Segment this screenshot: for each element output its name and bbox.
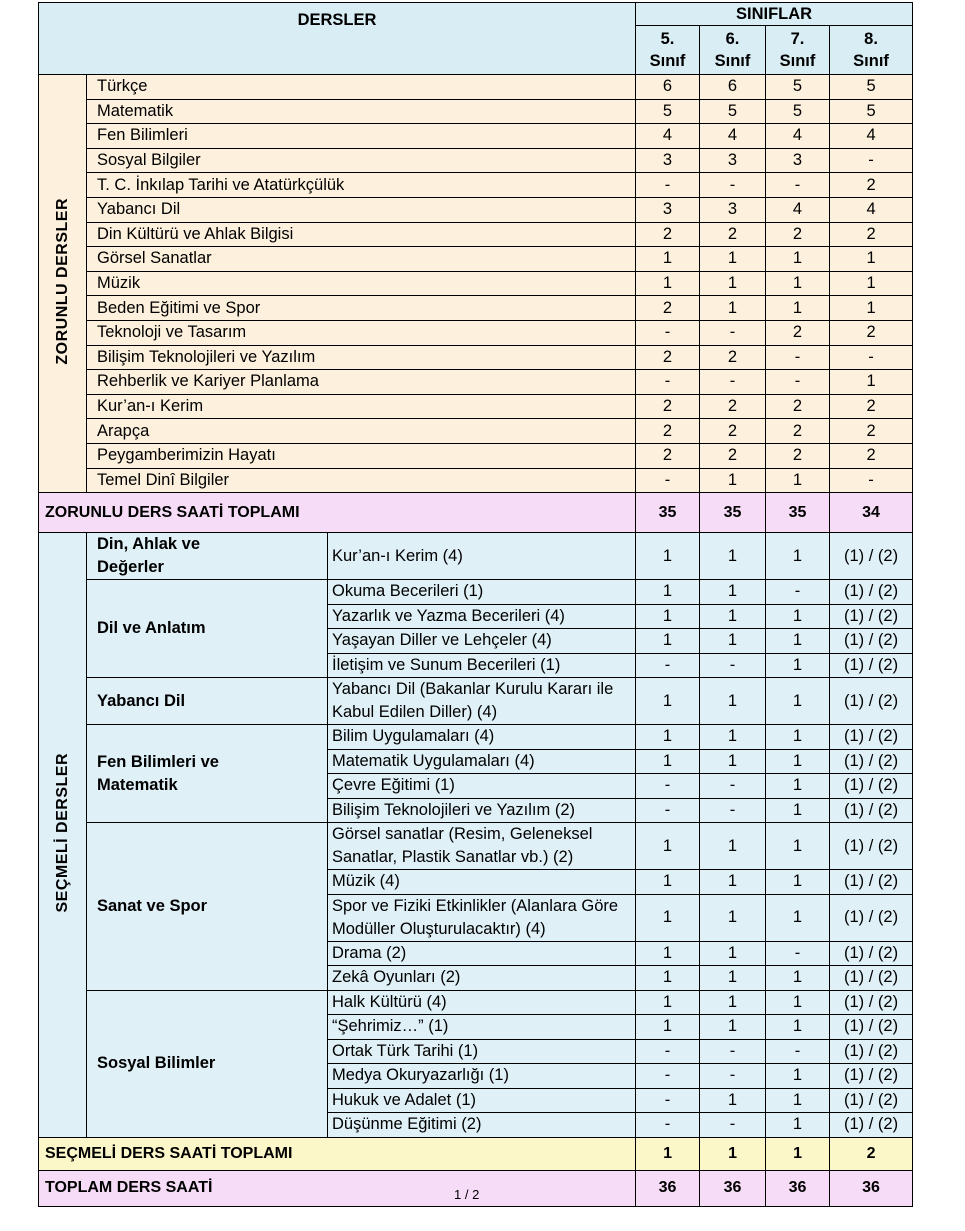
course-group-name: Din, Ahlak ve Değerler [87,533,328,580]
table-row [39,320,913,345]
hours-cell: - [636,1064,700,1089]
course-name: Fen Bilimleri [87,124,636,149]
course-group-name: Fen Bilimleri ve Matematik [87,725,328,823]
table-row [39,370,913,395]
grand-total-label: TOPLAM DERS SAATİ [39,1170,636,1206]
hours-cell: 2 [766,320,830,345]
elective-course-name: İletişim ve Sunum Becerileri (1) [328,653,636,678]
hours-cell: 5 [830,75,913,100]
hours-cell: (1) / (2) [830,678,913,725]
hours-cell: 1 [700,468,766,493]
hours-cell: - [766,941,830,966]
hours-cell: 6 [700,75,766,100]
hours-cell: - [700,798,766,823]
course-name: Arapça [87,419,636,444]
total-cell: 35 [700,493,766,533]
hours-cell: 1 [700,296,766,321]
elective-course-name: “Şehrimiz…” (1) [328,1015,636,1040]
hours-cell: (1) / (2) [830,1015,913,1040]
hours-cell: 1 [766,823,830,870]
table-row [39,222,913,247]
hours-cell: 3 [636,148,700,173]
hours-cell: - [700,370,766,395]
curriculum-table [38,2,913,1207]
hours-cell: 1 [766,296,830,321]
hours-cell: 4 [766,124,830,149]
course-name: Sosyal Bilgiler [87,148,636,173]
hours-cell: - [700,774,766,799]
course-name: Peygamberimizin Hayatı [87,443,636,468]
zorunlu-total-row [39,493,913,533]
hours-cell: 1 [766,533,830,580]
hours-cell: 5 [700,99,766,124]
hours-cell: 1 [636,725,700,750]
elective-course-name: Matematik Uygulamaları (4) [328,749,636,774]
hours-cell: 4 [636,124,700,149]
hours-cell: (1) / (2) [830,725,913,750]
hours-cell: (1) / (2) [830,1064,913,1089]
hours-cell: 1 [700,678,766,725]
hours-cell: - [636,1113,700,1138]
elective-course-name: Düşünme Eğitimi (2) [328,1113,636,1138]
hours-cell: (1) / (2) [830,798,913,823]
hours-cell: 1 [830,296,913,321]
hours-cell: 1 [700,1088,766,1113]
total-cell: 36 [766,1170,830,1206]
hours-cell: 2 [636,345,700,370]
hours-cell: 1 [636,580,700,605]
hours-cell: 1 [700,990,766,1015]
hours-cell: - [636,468,700,493]
course-group-name: Sosyal Bilimler [87,990,328,1137]
hours-cell: 2 [636,443,700,468]
total-cell: 2 [830,1137,913,1170]
hours-cell: (1) / (2) [830,604,913,629]
hours-cell: 1 [766,1064,830,1089]
hours-cell: 1 [766,247,830,272]
hours-cell: 1 [766,678,830,725]
elective-course-name: Müzik (4) [328,870,636,895]
hours-cell: 2 [700,222,766,247]
hours-cell: 1 [766,774,830,799]
hours-cell: - [766,1039,830,1064]
table-row [39,725,913,750]
course-group-name: Dil ve Anlatım [87,580,328,678]
course-name: Görsel Sanatlar [87,247,636,272]
zorunlu-dersler-label [39,75,87,493]
siniflar-header: SINIFLAR [636,3,913,26]
hours-cell: 2 [700,394,766,419]
table-row [39,394,913,419]
hours-cell: 1 [700,271,766,296]
table-row [39,247,913,272]
elective-course-name: Okuma Becerileri (1) [328,580,636,605]
grade-8-header: 8. Sınıf [830,26,913,75]
hours-cell: - [636,798,700,823]
hours-cell: 2 [830,222,913,247]
hours-cell: 1 [636,678,700,725]
page-number: 1 / 2 [454,1187,480,1202]
hours-cell: 1 [700,966,766,991]
hours-cell: (1) / (2) [830,990,913,1015]
elective-course-name: Drama (2) [328,941,636,966]
hours-cell: 2 [766,394,830,419]
hours-cell: - [830,148,913,173]
hours-cell: (1) / (2) [830,894,913,941]
elective-course-name: Bilim Uygulamaları (4) [328,725,636,750]
total-cell: 36 [700,1170,766,1206]
hours-cell: 1 [636,629,700,654]
hours-cell: 1 [636,870,700,895]
hours-cell: 1 [700,247,766,272]
hours-cell: - [700,1064,766,1089]
hours-cell: 1 [700,823,766,870]
hours-cell: (1) / (2) [830,823,913,870]
hours-cell: 1 [766,990,830,1015]
total-cell: 36 [636,1170,700,1206]
total-cell: 35 [636,493,700,533]
secmeli-total-row [39,1137,913,1170]
table-row [39,271,913,296]
hours-cell: - [830,345,913,370]
hours-cell: 2 [766,222,830,247]
table-row [39,75,913,100]
hours-cell: 1 [636,247,700,272]
course-group-name: Sanat ve Spor [87,823,328,991]
hours-cell: 2 [636,296,700,321]
hours-cell: 1 [700,533,766,580]
hours-cell: 6 [636,75,700,100]
secmeli-total-label: SEÇMELİ DERS SAATİ TOPLAMI [39,1137,636,1170]
hours-cell: 1 [700,749,766,774]
hours-cell: 1 [700,894,766,941]
hours-cell: 1 [700,725,766,750]
course-name: Müzik [87,271,636,296]
table-row [39,124,913,149]
hours-cell: 1 [636,941,700,966]
hours-cell: 3 [766,148,830,173]
course-name: Teknoloji ve Tasarım [87,320,636,345]
hours-cell: 5 [766,99,830,124]
elective-course-name: Kur’an-ı Kerim (4) [328,533,636,580]
elective-course-name: Yazarlık ve Yazma Becerileri (4) [328,604,636,629]
hours-cell: 1 [766,1088,830,1113]
hours-cell: 1 [766,798,830,823]
hours-cell: (1) / (2) [830,966,913,991]
table-row [39,580,913,605]
hours-cell: 1 [636,604,700,629]
elective-course-name: Spor ve Fiziki Etkinlikler (Alanlara Göre Modüller Oluşturulacaktır) (4) [328,894,636,941]
hours-cell: - [636,774,700,799]
hours-cell: 2 [636,222,700,247]
elective-course-name: Yaşayan Diller ve Lehçeler (4) [328,629,636,654]
hours-cell: 1 [766,749,830,774]
table-row [39,173,913,198]
hours-cell: 4 [700,124,766,149]
hours-cell: - [700,1039,766,1064]
hours-cell: 1 [766,653,830,678]
course-name: Türkçe [87,75,636,100]
hours-cell: - [766,370,830,395]
hours-cell: 1 [766,870,830,895]
hours-cell: 4 [830,197,913,222]
table-row [39,148,913,173]
total-cell: 1 [766,1137,830,1170]
grade-5-header: 5. Sınıf [636,26,700,75]
hours-cell: (1) / (2) [830,1088,913,1113]
hours-cell: - [766,580,830,605]
hours-cell: 1 [766,271,830,296]
elective-course-name: Zekâ Oyunları (2) [328,966,636,991]
hours-cell: 1 [766,894,830,941]
hours-cell: 1 [636,271,700,296]
hours-cell: 2 [830,320,913,345]
hours-cell: - [766,173,830,198]
secmeli-dersler-label [39,533,87,1138]
hours-cell: 1 [636,894,700,941]
hours-cell: 3 [700,197,766,222]
hours-cell: 3 [636,197,700,222]
hours-cell: - [636,1088,700,1113]
elective-course-name: Yabancı Dil (Bakanlar Kurulu Kararı ile Kabul Edilen Diller) (4) [328,678,636,725]
hours-cell: 2 [830,443,913,468]
course-name: Matematik [87,99,636,124]
hours-cell: 2 [700,345,766,370]
hours-cell: 5 [636,99,700,124]
hours-cell: 5 [766,75,830,100]
hours-cell: 3 [700,148,766,173]
zorunlu-total-label: ZORUNLU DERS SAATİ TOPLAMI [39,493,636,533]
table-row [39,99,913,124]
grade-7-header: 7. Sınıf [766,26,830,75]
hours-cell: 1 [766,1113,830,1138]
hours-cell: 1 [636,749,700,774]
course-name: Rehberlik ve Kariyer Planlama [87,370,636,395]
course-group-name: Yabancı Dil [87,678,328,725]
hours-cell: - [636,173,700,198]
hours-cell: (1) / (2) [830,941,913,966]
hours-cell: 2 [766,419,830,444]
hours-cell: 2 [700,443,766,468]
total-cell: 34 [830,493,913,533]
hours-cell: - [636,1039,700,1064]
elective-course-name: Halk Kültürü (4) [328,990,636,1015]
hours-cell: 1 [830,247,913,272]
hours-cell: 1 [766,629,830,654]
table-row [39,678,913,725]
table-row [39,443,913,468]
header-row-top [39,3,913,26]
course-name: Bilişim Teknolojileri ve Yazılım [87,345,636,370]
hours-cell: 1 [700,941,766,966]
hours-cell: 1 [766,1015,830,1040]
course-name: Yabancı Dil [87,197,636,222]
grade-6-header: 6. Sınıf [700,26,766,75]
table-row [39,296,913,321]
elective-course-name: Görsel sanatlar (Resim, Geleneksel Sanatlar, Plastik Sanatlar vb.) (2) [328,823,636,870]
hours-cell: 5 [830,99,913,124]
hours-cell: (1) / (2) [830,1039,913,1064]
hours-cell: - [636,653,700,678]
hours-cell: 1 [700,629,766,654]
hours-cell: 1 [766,725,830,750]
hours-cell: 1 [636,823,700,870]
course-name: Beden Eğitimi ve Spor [87,296,636,321]
elective-course-name: Hukuk ve Adalet (1) [328,1088,636,1113]
course-name: T. C. İnkılap Tarihi ve Atatürkçülük [87,173,636,198]
hours-cell: 1 [766,966,830,991]
hours-cell: (1) / (2) [830,774,913,799]
course-name: Kur’an-ı Kerim [87,394,636,419]
hours-cell: 2 [636,394,700,419]
hours-cell: - [830,468,913,493]
hours-cell: 4 [830,124,913,149]
hours-cell: 2 [830,173,913,198]
hours-cell: 1 [700,604,766,629]
course-name: Temel Dinî Bilgiler [87,468,636,493]
hours-cell: 2 [636,419,700,444]
hours-cell: - [700,1113,766,1138]
hours-cell: 1 [766,604,830,629]
elective-course-name: Bilişim Teknolojileri ve Yazılım (2) [328,798,636,823]
hours-cell: - [700,173,766,198]
hours-cell: - [636,320,700,345]
hours-cell: 1 [636,533,700,580]
zorunlu-dersler-text: ZORUNLU DERSLER [53,197,71,365]
table-row [39,533,913,580]
hours-cell: - [700,653,766,678]
table-row [39,990,913,1015]
table-row [39,468,913,493]
hours-cell: - [636,370,700,395]
hours-cell: 4 [766,197,830,222]
elective-course-name: Çevre Eğitimi (1) [328,774,636,799]
elective-course-name: Ortak Türk Tarihi (1) [328,1039,636,1064]
total-cell: 1 [700,1137,766,1170]
table-row [39,823,913,870]
total-cell: 35 [766,493,830,533]
hours-cell: 1 [766,468,830,493]
hours-cell: 1 [636,966,700,991]
hours-cell: (1) / (2) [830,580,913,605]
hours-cell: (1) / (2) [830,653,913,678]
hours-cell: 1 [830,370,913,395]
hours-cell: 2 [700,419,766,444]
table-row [39,197,913,222]
hours-cell: 1 [636,1015,700,1040]
hours-cell: (1) / (2) [830,533,913,580]
hours-cell: (1) / (2) [830,749,913,774]
hours-cell: 2 [766,443,830,468]
elective-course-name: Medya Okuryazarlığı (1) [328,1064,636,1089]
hours-cell: 2 [830,394,913,419]
total-cell: 1 [636,1137,700,1170]
hours-cell: 1 [830,271,913,296]
hours-cell: (1) / (2) [830,870,913,895]
dersler-header: DERSLER [39,3,636,75]
hours-cell: 1 [700,1015,766,1040]
hours-cell: 2 [830,419,913,444]
hours-cell: (1) / (2) [830,1113,913,1138]
hours-cell: 1 [700,580,766,605]
hours-cell: 1 [700,870,766,895]
secmeli-dersler-text: SEÇMELİ DERSLER [53,752,71,913]
hours-cell: - [700,320,766,345]
hours-cell: (1) / (2) [830,629,913,654]
table-row [39,345,913,370]
total-cell: 36 [830,1170,913,1206]
hours-cell: 1 [636,990,700,1015]
table-row [39,419,913,444]
hours-cell: - [766,345,830,370]
course-name: Din Kültürü ve Ahlak Bilgisi [87,222,636,247]
